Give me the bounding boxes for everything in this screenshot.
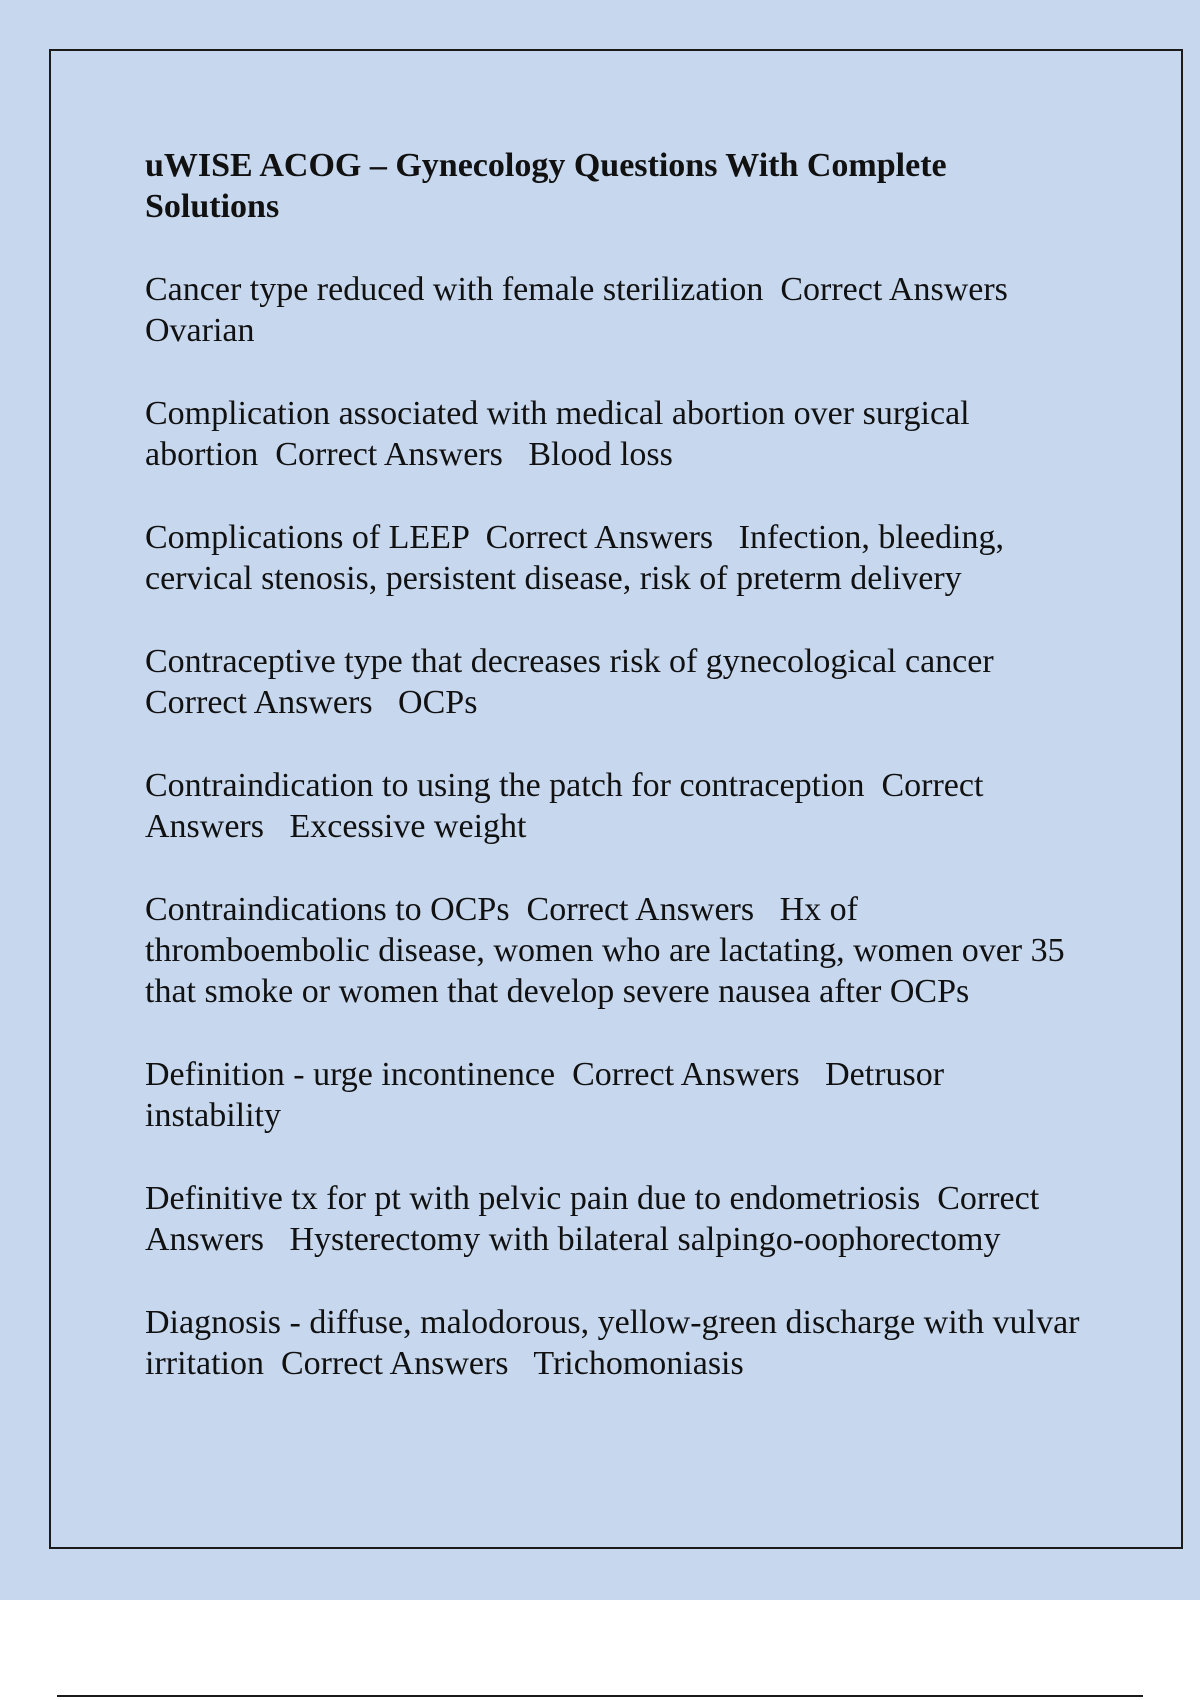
qa-entry: Diagnosis - diffuse, malodorous, yellow-green discharge with vulvar irritation Correct Answers Trichomoniasis (145, 1304, 1088, 1382)
footer-divider (57, 1695, 1143, 1697)
qa-entry: Definitive tx for pt with pelvic pain due to endometriosis Correct Answers Hysterectomy with bilateral salpingo-oophorectomy (145, 1180, 1046, 1258)
qa-entry: Cancer type reduced with female sterilization Correct Answers Ovarian (145, 271, 1034, 349)
qa-entry: Contraindication to using the patch for contraception Correct Answers Excessive weight (145, 767, 991, 845)
document-title: uWISE ACOG – Gynecology Questions With Complete Solutions (145, 147, 947, 225)
qa-entry: Contraindications to OCPs Correct Answers Hx of thromboembolic disease, women who are lactating, women over 35 that smoke or women that develop severe nausea after OCPs (145, 891, 1074, 1010)
qa-entry: Complications of LEEP Correct Answers Infection, bleeding, cervical stenosis, persistent disease, risk of preterm delivery (145, 519, 1013, 597)
qa-entry: Contraceptive type that decreases risk of gynecological cancer Correct Answers OCPs (145, 643, 1011, 721)
document-content (145, 145, 1088, 1426)
qa-entry: Definition - urge incontinence Correct Answers Detrusor instability (145, 1056, 953, 1134)
qa-entry: Complication associated with medical abortion over surgical abortion Correct Answers Blood loss (145, 395, 979, 473)
